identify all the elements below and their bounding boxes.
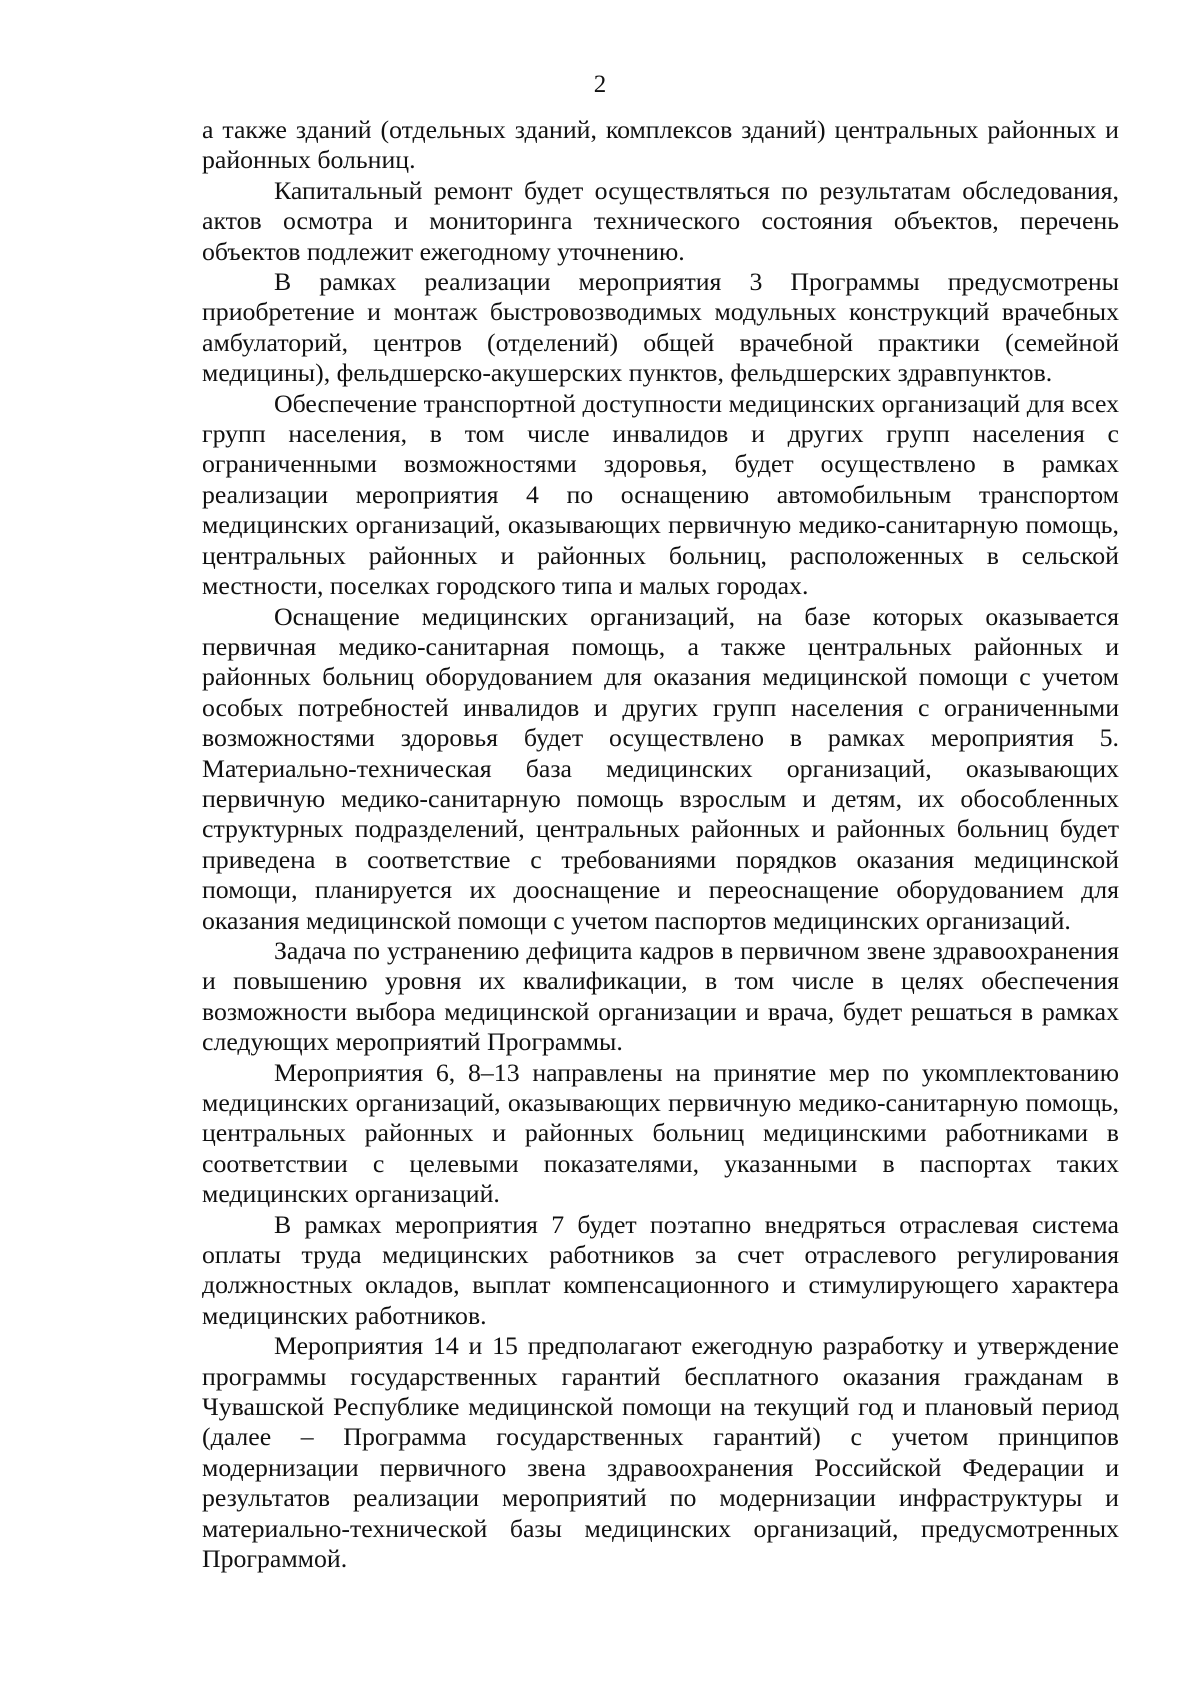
paragraph-8: В рамках мероприятия 7 будет поэтапно внедряться отраслевая система оплаты труда медицинских работников за счет отраслевого регулирования должностных окладов, выплат компенсационного и стимулирующего характера медицинских работников. bbox=[202, 1209, 1119, 1330]
paragraph-2: Капитальный ремонт будет осуществляться по результатам обследования, актов осмотра и мониторинга технического состояния объектов, перечень объектов подлежит ежегодному уточнению. bbox=[202, 175, 1119, 266]
paragraph-9: Мероприятия 14 и 15 предполагают ежегодную разработку и утверждение программы государственных гарантий бесплатного оказания гражданам в Чувашской Республике медицинской помощи на текущий год и плановый период (далее – Программа государственных гарантий) с учетом принципов модернизации первичного звена здравоохранения Российской Федерации и результатов реализации мероприятий по модернизации инфраструктуры и материально-технической базы медицинских организаций, предусмотренных Программой. bbox=[202, 1331, 1119, 1574]
paragraph-1: а также зданий (отдельных зданий, комплексов зданий) центральных районных и районных больниц. bbox=[202, 115, 1119, 175]
document-body bbox=[202, 115, 1119, 1575]
paragraph-6: Задача по устранению дефицита кадров в первичном звене здравоохранения и повышению уровня их квалификации, в том числе в целях обеспечения возможности выбора медицинской организации и врача, будет решаться в рамках следующих мероприятий Программы. bbox=[202, 935, 1119, 1057]
paragraph-7: Мероприятия 6, 8–13 направлены на принятие мер по укомплектованию медицинских организаций, оказывающих первичную медико-санитарную помощь, центральных районных и районных больниц медицинскими работниками в соответствии с целевыми показателями, указанными в паспортах таких медицинских организаций. bbox=[202, 1057, 1119, 1209]
paragraph-3: В рамках реализации мероприятия 3 Программы предусмотрены приобретение и монтаж быстровозводимых модульных конструкций врачебных амбулаторий, центров (отделений) общей врачебной практики (семейной медицины), фельдшерско-акушерских пунктов, фельдшерских здравпунктов. bbox=[202, 267, 1119, 388]
page-number: 2 bbox=[593, 71, 607, 98]
paragraph-4: Обеспечение транспортной доступности медицинских организаций для всех групп населения, в том числе инвалидов и других групп населения с ограниченными возможностями здоровья, будет осуществлено в рамках реализации мероприятия 4 по оснащению автомобильным транспортом медицинских организаций, оказывающих первичную медико-санитарную помощь, центральных районных и районных больниц, расположенных в сельской местности, поселках городского типа и малых городах. bbox=[202, 388, 1119, 601]
paragraph-5: Оснащение медицинских организаций, на базе которых оказывается первичная медико-санитарная помощь, а также центральных районных и районных больниц оборудованием для оказания медицинской помощи с учетом особых потребностей инвалидов и других групп населения с ограниченными возможностями здоровья будет осуществлено в рамках мероприятия 5. Материально-техническая база медицинских организаций, оказывающих первичную медико-санитарную помощь взрослым и детям, их обособленных структурных подразделений, центральных районных и районных больниц будет приведена в соответствие с требованиями порядков оказания медицинской помощи, планируется их дооснащение и переоснащение оборудованием для оказания медицинской помощи с учетом паспортов медицинских организаций. bbox=[202, 601, 1119, 935]
